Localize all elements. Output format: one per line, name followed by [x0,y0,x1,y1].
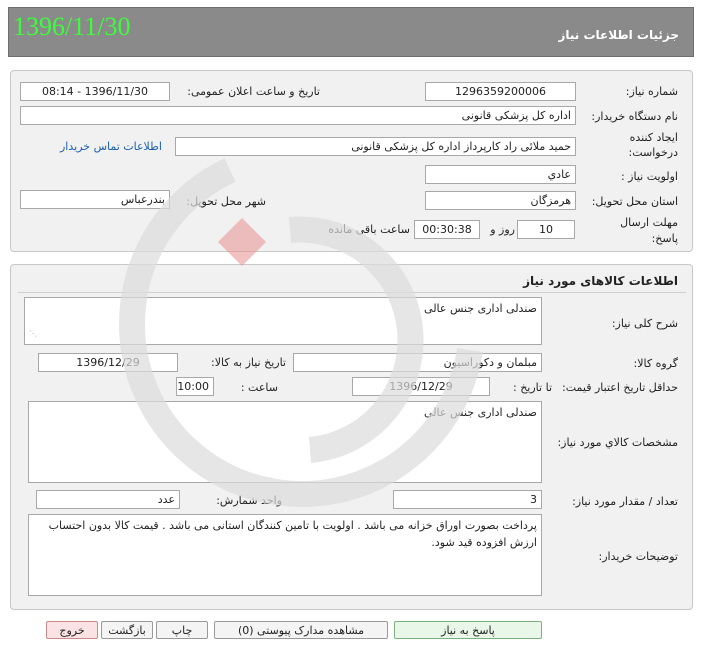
buyer-notes-textarea [28,514,542,596]
unit-field: عدد [36,490,180,509]
announce-label: تاریخ و ساعت اعلان عمومی: [187,85,320,98]
header-date: 1396/11/30 [13,12,131,41]
buyer-contact-link[interactable]: اطلاعات تماس خریدار [60,140,162,153]
quantity-label: تعداد / مقدار مورد نیاز: [572,495,678,508]
summary-text: صندلی اداری جنس عالی [424,302,537,315]
creator-label-line1: ایجاد کننده [629,131,678,144]
province-label: استان محل تحویل: [591,195,678,208]
city-label: شهر محل تحویل: [186,195,266,208]
city-field: بندرعباس [20,190,170,209]
buyer-notes-text: پرداخت بصورت اوراق خزانه می باشد . اولویت با تامین کنندگان استانی می باشد . قیمت کالا بدون احتساب ارزش افزوده قید شود. [48,519,537,549]
need-date-label: تاریخ نیاز به کالا: [211,356,286,369]
goods-group-label: گروه کالا: [633,357,678,370]
creator-field: حمید ملائی راد کارپرداز اداره کل پزشکی قانونی [175,137,576,156]
quantity-field: 3 [393,490,542,509]
need-date-field: 1396/12/29 [38,353,178,372]
summary-label: شرح کلی نیاز: [611,317,678,330]
priority-label: اولویت نیاز : [620,170,678,183]
need-number-field: 1296359200006 [425,82,576,101]
specs-label: مشخصات کالاي مورد نیاز: [557,436,678,449]
print-button[interactable]: چاپ [156,621,208,639]
announce-field: 1396/11/30 - 08:14 [20,82,170,101]
deadline-days-field: 10 [517,220,575,239]
deadline-label-line2: پاسخ: [651,232,678,245]
deadline-label-line1: مهلت ارسال [620,216,678,229]
specs-textarea [28,401,542,483]
goods-group-field: مبلمان و دکوراسیون [293,353,542,372]
page-title: جزئیات اطلاعات نیاز [558,28,679,42]
page-header [8,7,694,57]
buyer-org-label: نام دستگاه خریدار: [591,110,678,123]
hour-label: ساعت : [240,381,278,394]
buyer-org-field: اداره کل پزشکی قانونی [20,106,576,125]
resize-grip-icon[interactable]: ⋰ [29,329,37,338]
goods-section-title: اطلاعات کالاهای مورد نیاز [523,274,678,288]
creator-label-line2: درخواست: [628,146,678,159]
deadline-days-label: روز و [490,223,515,236]
hour-field: 10:00 [176,377,214,396]
until-date-label: تا تاریخ : [513,381,552,394]
priority-field: عادي [425,165,576,184]
province-field: هرمزگان [425,191,576,210]
section-divider [18,292,686,293]
price-valid-label: حداقل تاریخ اعتبار قیمت: [562,381,678,394]
exit-button[interactable]: خروج [46,621,98,639]
unit-label: واحد شمارش: [216,494,282,507]
need-number-label: شماره نیاز: [625,85,678,98]
view-attachments-button[interactable]: مشاهده مدارک پیوستی (0) [214,621,388,639]
deadline-time-field: 00:30:38 [414,220,480,239]
until-date-field: 1396/12/29 [352,377,490,396]
specs-text: صندلی اداری جنس عالی [424,406,537,419]
reply-button[interactable]: پاسخ به نیاز [394,621,542,639]
back-button[interactable]: بازگشت [101,621,153,639]
summary-textarea [24,297,542,345]
buyer-notes-label: توضیحات خریدار: [598,550,678,563]
deadline-time-label: ساعت باقی مانده [328,223,410,236]
